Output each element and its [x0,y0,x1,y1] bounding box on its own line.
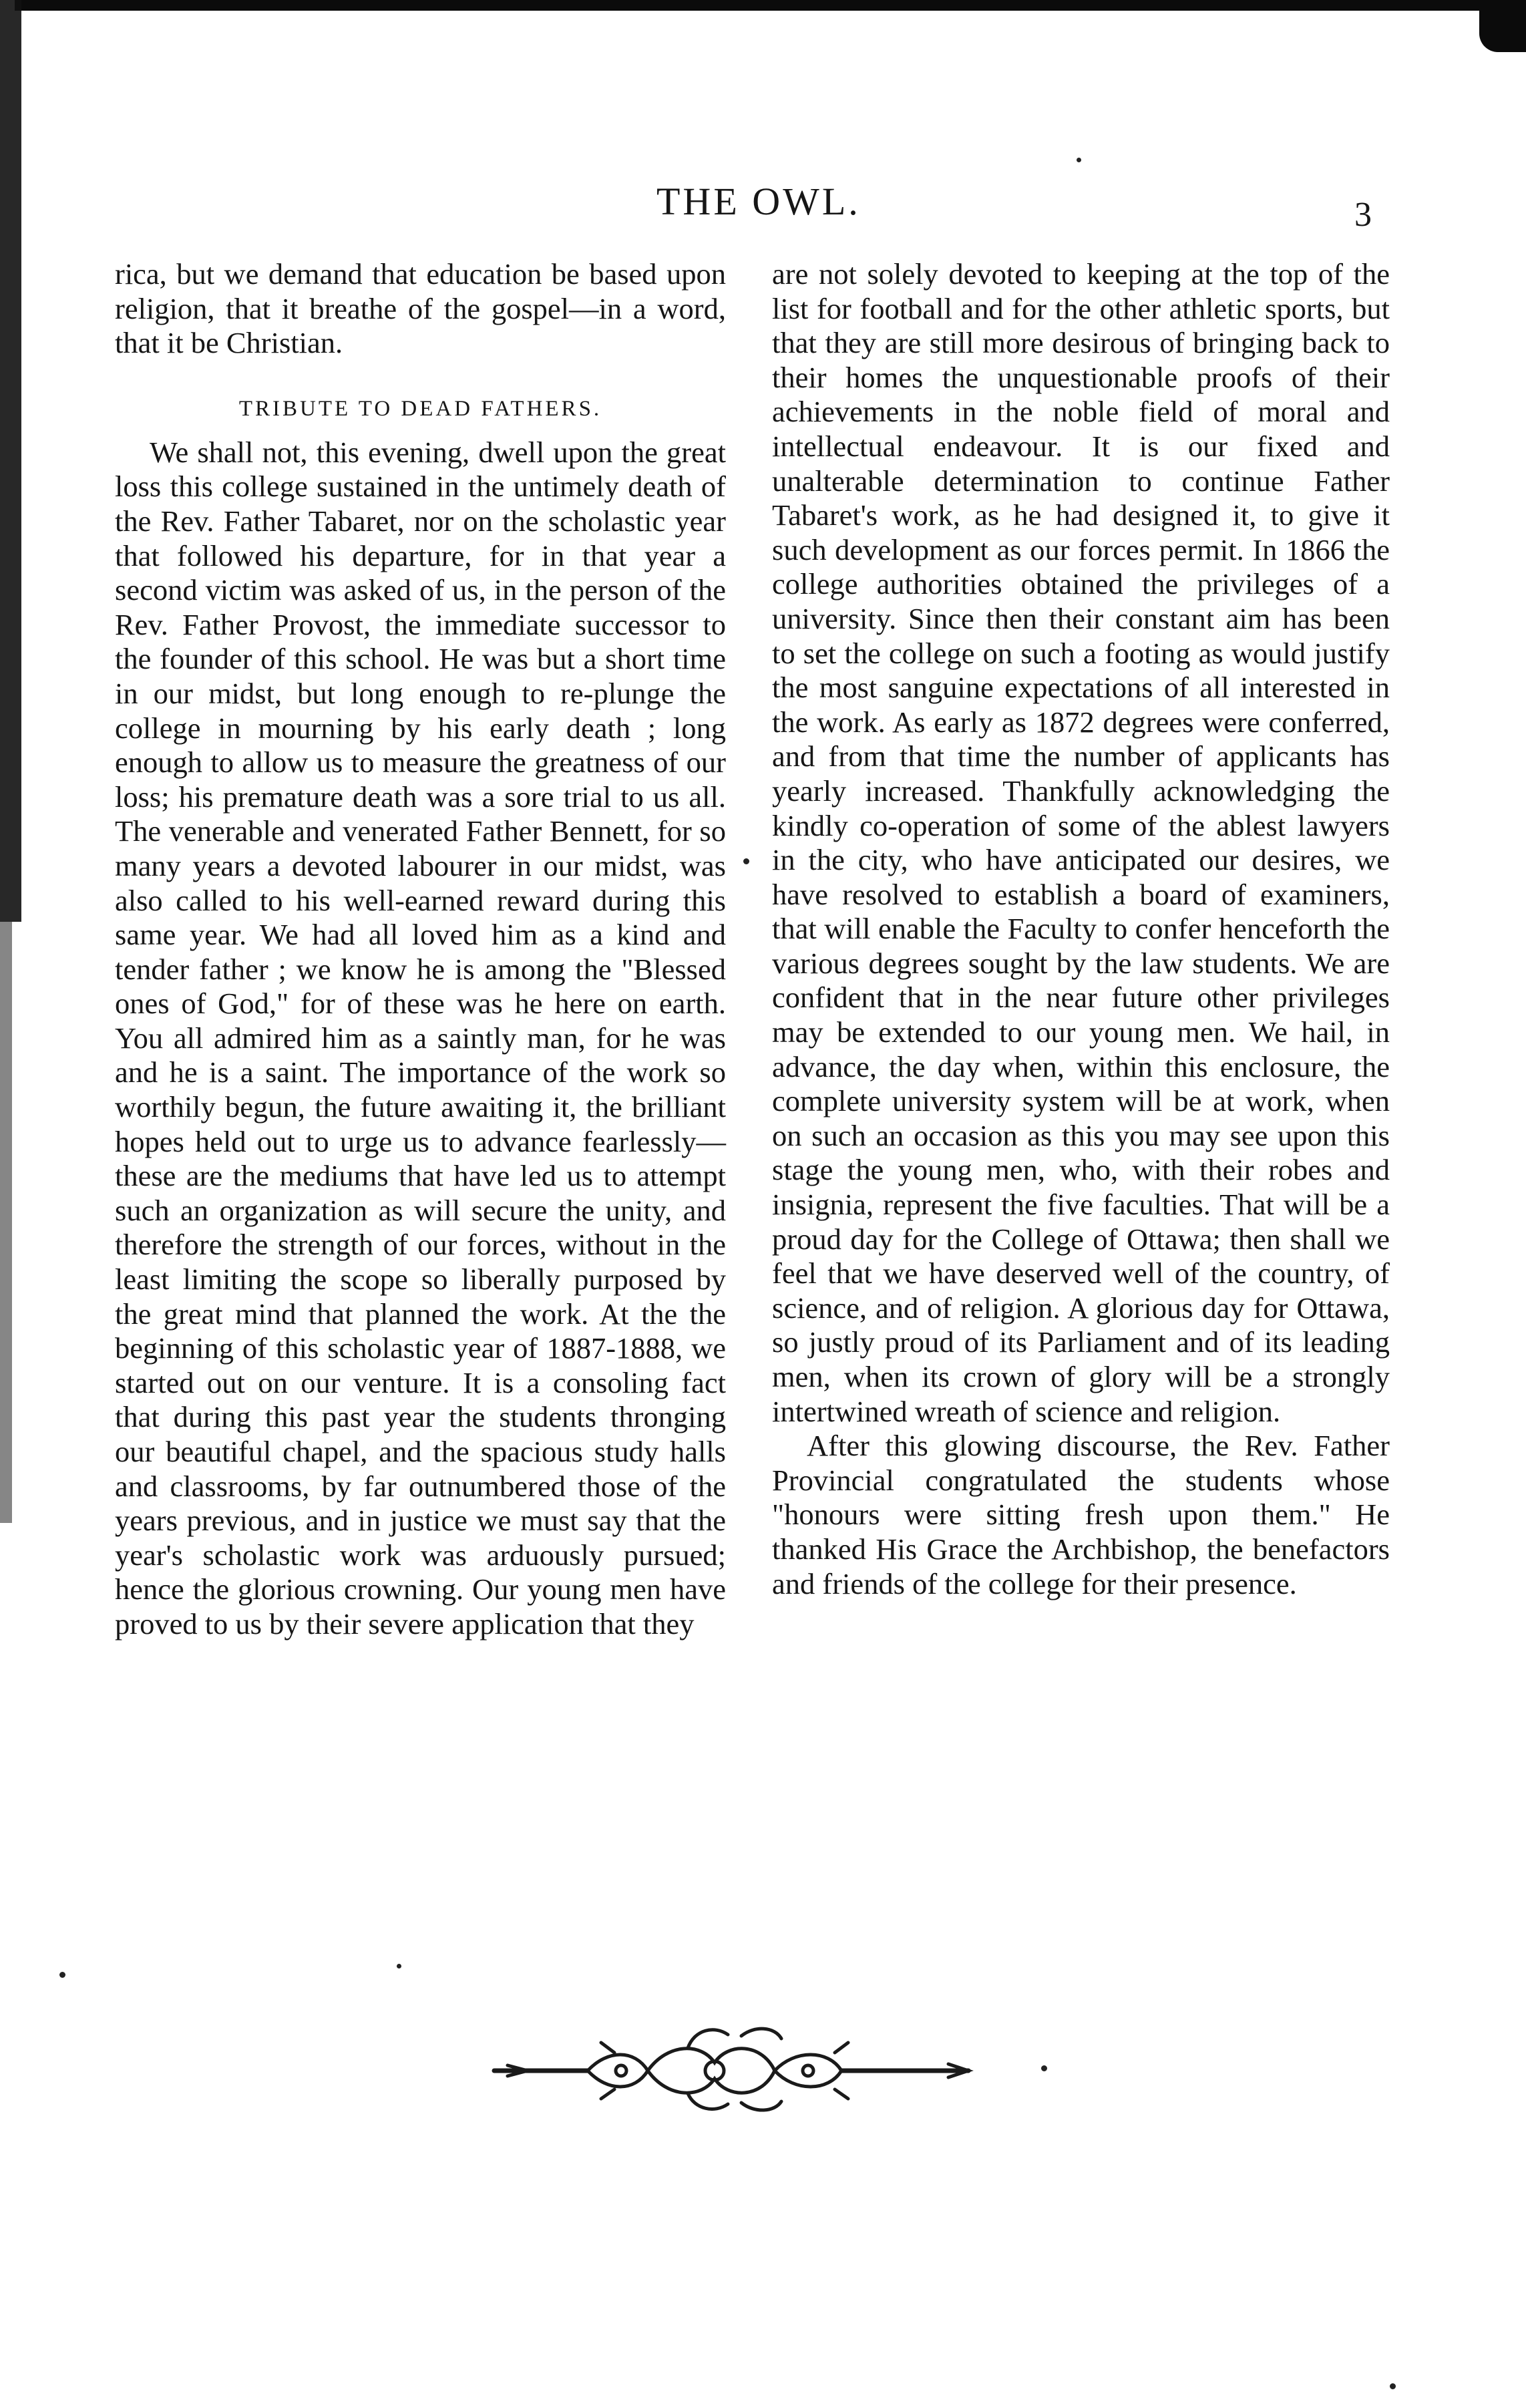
left-body-paragraph: We shall not, this evening, dwell upon the great loss this college sustained in the untimely death of the Rev. Father Tabaret, nor on the scholastic year that followed his departure, for in that year a second victim was asked of us, in the person of the Rev. Father Provost, the immediate successor to the founder of this school. He was but a short time in our midst, but long enough to re-plunge the college in mourning by his early death ; long enough to allow us to measure the greatness of our loss; his premature death was a sore trial to us all. The venerable and venerated Father Bennett, for so many years a devoted labourer in our midst, was also called to his well-earned reward during this same year. We had all loved him as a kind and tender father ; we know he is among the "Blessed ones of God," for of these was he here on earth. You all admired him as a saintly man, for he was and he is a saint. The importance of the work so worthily begun, the future awaiting it, the brilliant hopes held out to urge us to advance fearlessly—these are the mediums that have led us to attempt such an organization as will secure the unity, and therefore the strength of our forces, without in the least limiting the scope so liberally purposed by the great mind that planned the work. At the the beginning of this scholastic year of 1887-1888, we started out on our venture. It is a consoling fact that during this past year the students thronging our beautiful chapel, and the spacious study halls and classrooms, by far outnumbered those of the years previous, and in justice we must say that the year's scholastic work was arduously pursued; hence the glorious crowning. Our young men have proved to us by their severe application that they [115,435,726,1641]
decorative-scroll-ornament-icon [488,2016,995,2123]
ink-speck [1390,2383,1396,2389]
right-body-paragraph: are not solely devoted to keeping at the top of the list for football and for the other athletic sports, but that they are still more desirous of bringing back to their homes the unquestionable proofs of their achievements in the noble field of moral and intellectual endeavour. It is our fixed and unalterable determination to continue Father Tabaret's work, as he had designed it, to give it such development as our forces permit. In 1866 the college authorities obtained the privileges of a university. Since then their constant aim has been to set the college on such a footing as would justify the most sanguine expectations of all interested in the work. As early as 1872 degrees were conferred, and from that time the number of applicants has yearly increased. Thankfully acknowledging the kindly co-operation of some of the ablest lawyers in the city, who have anticipated our desires, we have resolved to establish a board of examiners, that will enable the Faculty to confer henceforth the various degrees sought by the law students. We are confident that in the near future other privileges may be extended to our young men. We hail, in advance, the day when, within this enclosure, the complete university system will be at work, when on such an occasion as this you may see upon this stage the young men, who, with their robes and insignia, represent the five faculties. That will be a proud day for the College of Ottawa; then shall we feel that we have deserved well of the country, of science, and of religion. A glorious day for Ottawa, so justly proud of its Parliament and of its leading men, when its crown of glory will be a strongly intertwined wreath of science and religion. [772,257,1390,1428]
corner-ink-blot [1479,0,1526,52]
left-scan-border [0,0,21,922]
ink-speck [59,1972,65,1978]
running-title: THE OWL. [656,180,861,223]
right-column [772,257,1390,1601]
section-heading: TRIBUTE TO DEAD FATHERS. [238,396,602,421]
page-number: 3 [1354,196,1372,234]
ink-speck [397,1964,401,1968]
ink-speck [1077,158,1081,162]
left-scan-shadow [0,922,12,1523]
closing-paragraph: After this glowing discourse, the Rev. Father Provincial congratulated the students whose "honours were sitting fresh upon them." He thanked His Grace the Archbishop, the benefactors and friends of the college for their presence. [772,1429,1390,1600]
page-header [0,179,1526,232]
ink-speck [743,858,749,864]
left-column [115,257,726,1642]
top-scan-border [15,0,1526,11]
ink-speck [1041,2065,1047,2071]
left-opening-paragraph: rica, but we demand that education be based upon religion, that it breathe of the gospel—in a word, that it be Christian. [115,257,726,360]
